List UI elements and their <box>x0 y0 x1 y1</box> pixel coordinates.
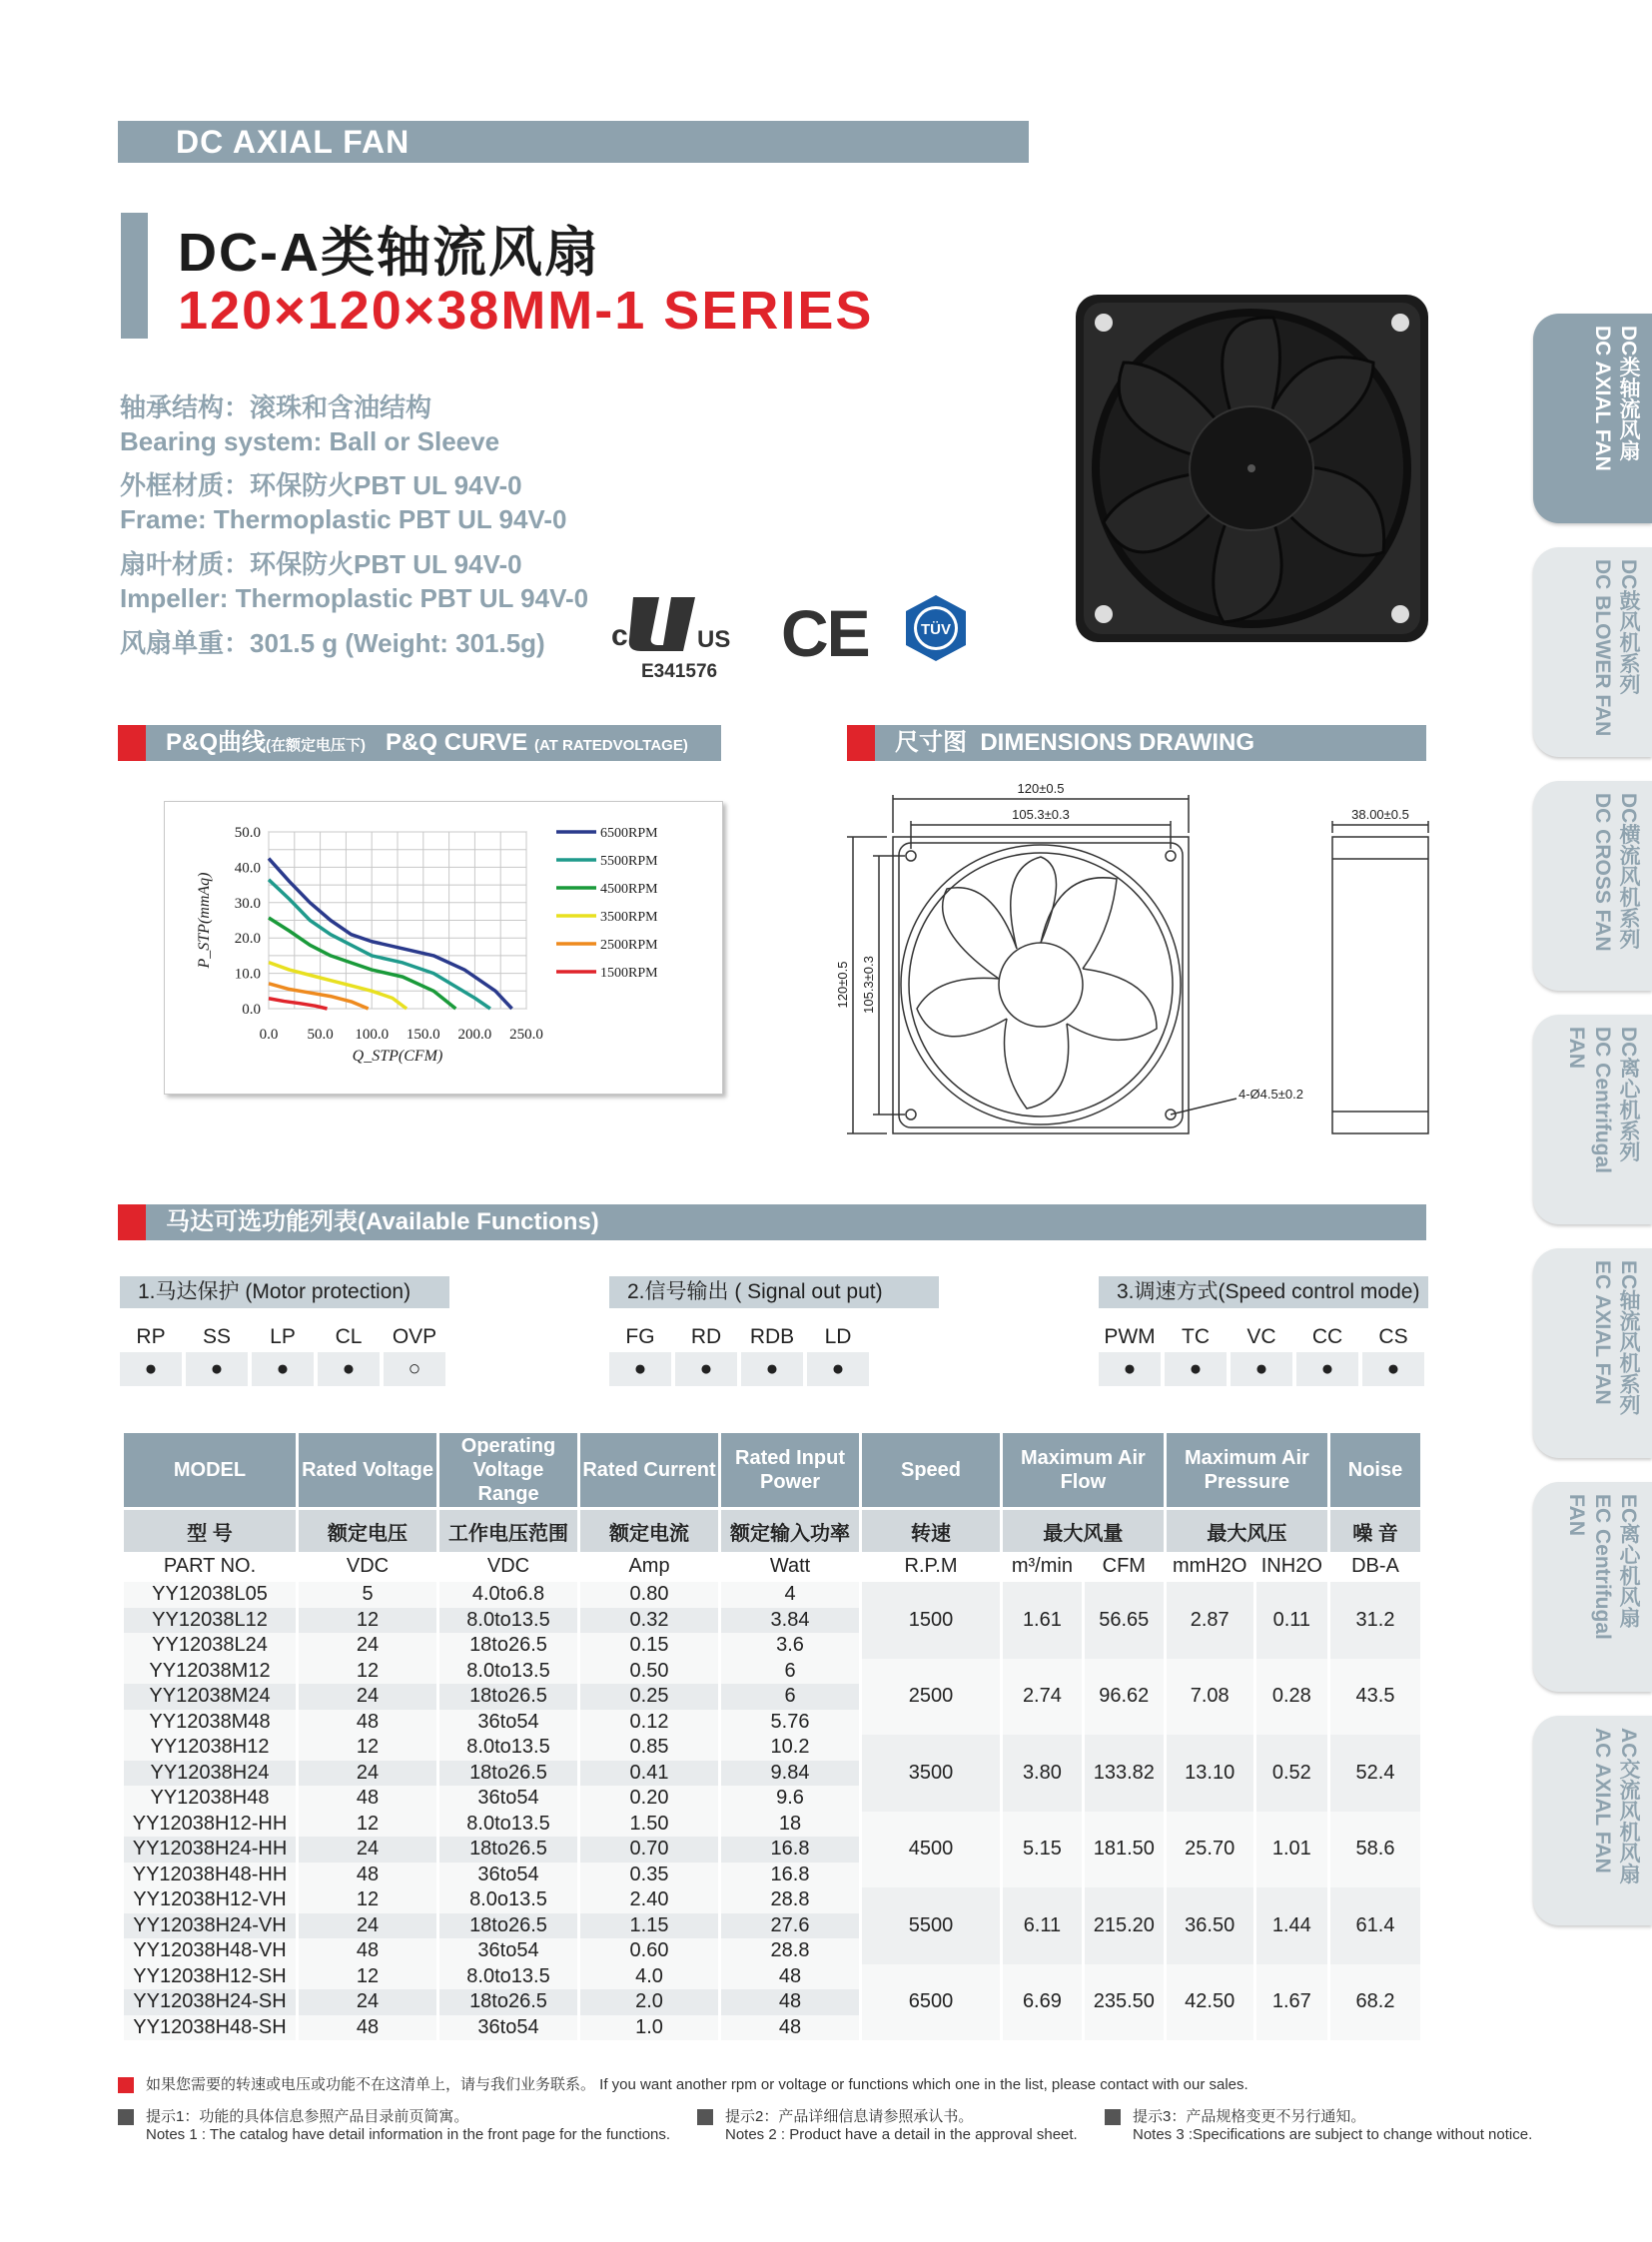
group-speed-cell: 5500 <box>862 1887 1000 1964</box>
group-m3min-cell: 2.74 <box>1003 1659 1082 1736</box>
th-noise: Noise <box>1330 1433 1420 1507</box>
model-cell: YY12038L12 <box>124 1608 296 1634</box>
speed-control-title: 3.调速方式(Speed control mode) <box>1099 1276 1428 1308</box>
group-mmh2o-cell: 2.87 <box>1167 1582 1253 1659</box>
y-tick-label: 10.0 <box>234 966 261 983</box>
value-cell: 0.50 <box>580 1659 718 1685</box>
value-cell: 0.70 <box>580 1837 718 1863</box>
th-cn-air-pressure: 最大风压 <box>1167 1507 1327 1552</box>
value-cell: 0.12 <box>580 1710 718 1736</box>
model-cell: YY12038H12-VH <box>124 1887 296 1913</box>
table-row <box>124 1735 1420 1761</box>
th-model: MODEL <box>124 1433 296 1507</box>
group-inh2o-cell: 0.11 <box>1256 1582 1327 1659</box>
group-cfm-cell: 181.50 <box>1085 1812 1164 1888</box>
th-rated-current: Rated Current <box>580 1433 718 1507</box>
group-inh2o-cell: 1.44 <box>1256 1887 1327 1964</box>
page-title-cn: DC-A类轴流风扇 <box>178 223 600 283</box>
signal-output-title: 2.信号输出 ( Signal out put) <box>609 1276 939 1308</box>
group-speed-cell: 2500 <box>862 1659 1000 1736</box>
side-tab-label-cn: DC横流风机系列 <box>1617 793 1640 950</box>
spec-table <box>121 1433 1423 2040</box>
side-tab-1[interactable] <box>1533 547 1652 757</box>
dim-width-outer: 120±0.5 <box>1017 781 1065 796</box>
x-tick-label: 0.0 <box>259 1027 279 1043</box>
function-code-vc: VC <box>1231 1318 1292 1356</box>
value-cell: 1.0 <box>580 2015 718 2041</box>
side-tab-6[interactable] <box>1533 1716 1652 1925</box>
value-cell: 0.15 <box>580 1633 718 1659</box>
value-cell: 28.8 <box>721 1887 859 1913</box>
th-operating-range: Operating Voltage Range <box>439 1433 577 1507</box>
contact-note: 如果您需要的转速或电压或功能不在这清单上，请与我们业务联系。 If you want another rpm or voltage or functions which one in the list, please contact with our sales. <box>118 2073 1416 2094</box>
spec-impeller-en: Impeller: Thermoplastic PBT UL 94V-0 <box>120 583 589 613</box>
legend-label: 3500RPM <box>600 910 658 925</box>
side-tab-4[interactable] <box>1533 1248 1652 1458</box>
dimensions-section-header: 尺寸图 DIMENSIONS DRAWING <box>847 725 1426 761</box>
value-cell: 10.2 <box>721 1735 859 1761</box>
side-tab-3[interactable] <box>1533 1015 1652 1224</box>
value-cell: 48 <box>721 2015 859 2041</box>
model-cell: YY12038M48 <box>124 1710 296 1736</box>
group-noise-cell: 43.5 <box>1330 1659 1420 1736</box>
value-cell: 12 <box>299 1735 436 1761</box>
function-code-ss: SS <box>186 1318 248 1356</box>
legend-label: 6500RPM <box>600 826 658 841</box>
group-mmh2o-cell: 7.08 <box>1167 1659 1253 1736</box>
th-cn-speed: 转速 <box>862 1507 1000 1552</box>
model-cell: YY12038H12 <box>124 1735 296 1761</box>
unit-cell: PART NO. <box>124 1552 296 1582</box>
group-m3min-cell: 5.15 <box>1003 1812 1082 1888</box>
value-cell: 48 <box>721 1964 859 1990</box>
model-cell: YY12038H48-SH <box>124 2015 296 2041</box>
value-cell: 36to54 <box>439 1938 577 1964</box>
value-cell: 18to26.5 <box>439 1633 577 1659</box>
value-cell: 48 <box>299 1938 436 1964</box>
value-cell: 3.6 <box>721 1633 859 1659</box>
spec-frame-cn: 外框材质：环保防火PBT UL 94V-0 <box>120 470 522 500</box>
value-cell: 5.76 <box>721 1710 859 1736</box>
th-air-pressure: Maximum Air Pressure <box>1167 1433 1327 1507</box>
value-cell: 8.0o13.5 <box>439 1887 577 1913</box>
function-mark-lp: ● <box>252 1352 314 1386</box>
unit-cell: m³/min <box>1003 1552 1082 1582</box>
side-tab-label <box>1541 559 1641 749</box>
function-mark-pwm: ● <box>1099 1352 1161 1386</box>
side-tab-label-en: DC Centrifugal FAN <box>1565 1027 1614 1173</box>
x-tick-label: 150.0 <box>406 1027 440 1043</box>
function-mark-cc: ● <box>1296 1352 1358 1386</box>
side-tab-0[interactable] <box>1533 314 1652 523</box>
value-cell: 12 <box>299 1887 436 1913</box>
group-inh2o-cell: 1.01 <box>1256 1812 1327 1888</box>
unit-cell: Amp <box>580 1552 718 1582</box>
value-cell: 24 <box>299 1633 436 1659</box>
x-tick-label: 100.0 <box>355 1027 390 1043</box>
dim-width-inner: 105.3±0.3 <box>1012 807 1070 822</box>
group-mmh2o-cell: 36.50 <box>1167 1887 1253 1964</box>
th-air-flow: Maximum Air Flow <box>1003 1433 1164 1507</box>
x-tick-label: 200.0 <box>457 1027 492 1043</box>
group-m3min-cell: 3.80 <box>1003 1735 1082 1812</box>
side-tab-2[interactable] <box>1533 781 1652 991</box>
side-tab-label <box>1541 1494 1641 1684</box>
value-cell: 24 <box>299 1913 436 1939</box>
unit-cell: mmH2O <box>1167 1552 1253 1582</box>
value-cell: 5 <box>299 1582 436 1608</box>
motor-protection-group <box>120 1276 449 1308</box>
value-cell: 12 <box>299 1608 436 1634</box>
value-cell: 0.41 <box>580 1761 718 1787</box>
function-code-ld: LD <box>807 1318 869 1356</box>
side-tab-label-cn: EC轴流风机系列 <box>1617 1260 1640 1416</box>
function-code-cc: CC <box>1296 1318 1358 1356</box>
model-cell: YY12038H24-VH <box>124 1913 296 1939</box>
side-tab-label-cn: DC离心机系列 <box>1617 1027 1640 1162</box>
value-cell: 24 <box>299 1989 436 2015</box>
svg-text:c: c <box>611 619 628 652</box>
model-cell: YY12038H12-SH <box>124 1964 296 1990</box>
group-speed-cell: 3500 <box>862 1735 1000 1812</box>
function-mark-rdb: ● <box>741 1352 803 1386</box>
group-noise-cell: 61.4 <box>1330 1887 1420 1964</box>
side-tab-label-cn: DC鼓风机系列 <box>1617 559 1640 695</box>
function-mark-rd: ● <box>675 1352 737 1386</box>
value-cell: 9.6 <box>721 1786 859 1812</box>
y-tick-label: 50.0 <box>234 825 261 841</box>
y-tick-label: 20.0 <box>234 931 261 948</box>
group-mmh2o-cell: 25.70 <box>1167 1812 1253 1888</box>
side-tab-label-en: DC BLOWER FAN <box>1591 559 1614 737</box>
group-noise-cell: 52.4 <box>1330 1735 1420 1812</box>
side-tab-label-en: DC AXIAL FAN <box>1591 326 1614 471</box>
function-mark-cs: ● <box>1362 1352 1424 1386</box>
function-code-fg: FG <box>609 1318 671 1356</box>
model-cell: YY12038H24-SH <box>124 1989 296 2015</box>
tuv-mark <box>901 593 971 663</box>
y-tick-label: 40.0 <box>234 860 261 877</box>
group-noise-cell: 31.2 <box>1330 1582 1420 1659</box>
title-accent-bar <box>121 213 148 339</box>
dim-height-inner: 105.3±0.3 <box>861 956 876 1014</box>
value-cell: 18 <box>721 1812 859 1838</box>
value-cell: 18to26.5 <box>439 1761 577 1787</box>
value-cell: 24 <box>299 1684 436 1710</box>
function-code-pwm: PWM <box>1099 1318 1161 1356</box>
y-tick-label: 0.0 <box>242 1002 261 1018</box>
model-cell: YY12038M24 <box>124 1684 296 1710</box>
function-mark-rp: ● <box>120 1352 182 1386</box>
value-cell: 36to54 <box>439 1786 577 1812</box>
function-code-rdb: RDB <box>741 1318 803 1356</box>
value-cell: 1.15 <box>580 1913 718 1939</box>
th-cn-operating-range: 工作电压范围 <box>439 1507 577 1552</box>
pq-section-header: P&Q曲线(在额定电压下) P&Q CURVE (AT RATEDVOLTAGE) <box>118 725 721 761</box>
fan-product-photo <box>1074 293 1430 644</box>
side-tab-label-en: AC AXIAL FAN <box>1591 1728 1614 1873</box>
group-cfm-cell: 215.20 <box>1085 1887 1164 1964</box>
dim-holes: 4-Ø4.5±0.2 <box>1239 1087 1303 1102</box>
value-cell: 2.40 <box>580 1887 718 1913</box>
value-cell: 8.0to13.5 <box>439 1812 577 1838</box>
side-tab-5[interactable] <box>1533 1482 1652 1692</box>
unit-cell: VDC <box>299 1552 436 1582</box>
value-cell: 0.20 <box>580 1786 718 1812</box>
value-cell: 8.0to13.5 <box>439 1608 577 1634</box>
value-cell: 48 <box>299 2015 436 2041</box>
value-cell: 0.32 <box>580 1608 718 1634</box>
spec-weight: 风扇单重：301.5 g (Weight: 301.5g) <box>120 628 545 658</box>
value-cell: 18to26.5 <box>439 1684 577 1710</box>
value-cell: 24 <box>299 1837 436 1863</box>
value-cell: 6 <box>721 1684 859 1710</box>
th-cn-noise: 噪 音 <box>1330 1507 1420 1552</box>
pq-curve-chart <box>164 801 723 1095</box>
th-cn-model: 型 号 <box>124 1507 296 1552</box>
function-mark-cl: ● <box>318 1352 380 1386</box>
function-code-ovp: OVP <box>384 1318 445 1356</box>
side-tab-label <box>1541 793 1641 983</box>
x-tick-label: 250.0 <box>509 1027 543 1043</box>
th-cn-input-power: 额定输入功率 <box>721 1507 859 1552</box>
side-tab-label-cn: DC类轴流风扇 <box>1617 326 1640 461</box>
dimensions-drawing <box>827 769 1438 1148</box>
side-tab-label-en: DC CROSS FAN <box>1591 793 1614 952</box>
value-cell: 3.84 <box>721 1608 859 1634</box>
note-1: 提示1：功能的具体信息参照产品目录前页简寓。 Notes 1 : The catalog have detail information in the front page for the functions. <box>118 2105 677 2143</box>
y-tick-label: 30.0 <box>234 895 261 912</box>
group-cfm-cell: 56.65 <box>1085 1582 1164 1659</box>
function-code-rd: RD <box>675 1318 737 1356</box>
group-cfm-cell: 133.82 <box>1085 1735 1164 1812</box>
unit-cell: VDC <box>439 1552 577 1582</box>
function-code-cl: CL <box>318 1318 380 1356</box>
legend-label: 1500RPM <box>600 966 658 981</box>
table-row <box>124 1887 1420 1913</box>
value-cell: 16.8 <box>721 1863 859 1888</box>
x-tick-label: 50.0 <box>307 1027 334 1043</box>
ce-mark: CE <box>781 596 869 670</box>
units-row <box>124 1552 1420 1582</box>
side-tab-label-en: EC Centrifugal FAN <box>1565 1494 1614 1640</box>
function-mark-vc: ● <box>1231 1352 1292 1386</box>
svg-text:TÜV: TÜV <box>921 621 951 638</box>
value-cell: 48 <box>721 1989 859 2015</box>
side-tab-label <box>1541 326 1641 515</box>
group-m3min-cell: 1.61 <box>1003 1582 1082 1659</box>
th-input-power: Rated Input Power <box>721 1433 859 1507</box>
group-speed-cell: 6500 <box>862 1964 1000 2041</box>
table-row <box>124 1964 1420 1990</box>
spec-bearing-cn: 轴承结构：滚珠和含油结构 <box>120 392 432 422</box>
value-cell: 0.80 <box>580 1582 718 1608</box>
side-tab-label <box>1541 1260 1641 1450</box>
category-label: DC AXIAL FAN <box>176 124 411 160</box>
function-code-lp: LP <box>252 1318 314 1356</box>
model-cell: YY12038H48 <box>124 1786 296 1812</box>
legend-label: 4500RPM <box>600 882 658 897</box>
side-tab-label-cn: EC离心机风扇 <box>1617 1494 1640 1629</box>
group-cfm-cell: 235.50 <box>1085 1964 1164 2041</box>
group-inh2o-cell: 0.28 <box>1256 1659 1327 1736</box>
side-tab-label-en: EC AXIAL FAN <box>1591 1260 1614 1405</box>
group-mmh2o-cell: 13.10 <box>1167 1735 1253 1812</box>
value-cell: 2.0 <box>580 1989 718 2015</box>
value-cell: 27.6 <box>721 1913 859 1939</box>
dim-height-outer: 120±0.5 <box>835 961 850 1009</box>
model-cell: YY12038H48-HH <box>124 1863 296 1888</box>
th-cn-rated-current: 额定电流 <box>580 1507 718 1552</box>
unit-cell: Watt <box>721 1552 859 1582</box>
side-tab-label <box>1541 1027 1641 1216</box>
value-cell: 4.0 <box>580 1964 718 1990</box>
legend-label: 5500RPM <box>600 854 658 869</box>
model-cell: YY12038M12 <box>124 1659 296 1685</box>
model-cell: YY12038H24 <box>124 1761 296 1787</box>
category-band <box>118 121 1029 163</box>
legend-label: 2500RPM <box>600 938 658 953</box>
th-speed: Speed <box>862 1433 1000 1507</box>
value-cell: 16.8 <box>721 1837 859 1863</box>
th-cn-air-flow: 最大风量 <box>1003 1507 1164 1552</box>
value-cell: 28.8 <box>721 1938 859 1964</box>
value-cell: 9.84 <box>721 1761 859 1787</box>
value-cell: 36to54 <box>439 1710 577 1736</box>
group-m3min-cell: 6.69 <box>1003 1964 1082 2041</box>
value-cell: 18to26.5 <box>439 1989 577 2015</box>
function-code-tc: TC <box>1165 1318 1227 1356</box>
page-title-en: 120×120×38MM-1 SERIES <box>178 281 874 341</box>
function-mark-ss: ● <box>186 1352 248 1386</box>
dim-depth: 38.00±0.5 <box>1351 807 1409 822</box>
side-tab-label <box>1541 1728 1641 1917</box>
value-cell: 0.60 <box>580 1938 718 1964</box>
side-tab-label-cn: AC交流风机风扇 <box>1617 1728 1640 1884</box>
value-cell: 8.0to13.5 <box>439 1659 577 1685</box>
table-row <box>124 1659 1420 1685</box>
unit-cell: DB-A <box>1330 1552 1420 1582</box>
ul-number: E341576 <box>641 661 718 682</box>
model-cell: YY12038H24-HH <box>124 1837 296 1863</box>
group-cfm-cell: 96.62 <box>1085 1659 1164 1736</box>
group-inh2o-cell: 0.52 <box>1256 1735 1327 1812</box>
value-cell: 48 <box>299 1863 436 1888</box>
value-cell: 24 <box>299 1761 436 1787</box>
value-cell: 1.50 <box>580 1812 718 1838</box>
svg-text:US: US <box>697 626 731 653</box>
x-axis-label: Q_STP(CFM) <box>352 1048 443 1065</box>
value-cell: 4.0to6.8 <box>439 1582 577 1608</box>
value-cell: 0.25 <box>580 1684 718 1710</box>
note-2: 提示2：产品详细信息请参照承认书。 Notes 2 : Product have a detail in the approval sheet. <box>697 2105 1087 2143</box>
value-cell: 48 <box>299 1710 436 1736</box>
model-cell: YY12038L05 <box>124 1582 296 1608</box>
table-row <box>124 1582 1420 1608</box>
value-cell: 12 <box>299 1964 436 1990</box>
group-noise-cell: 68.2 <box>1330 1964 1420 2041</box>
value-cell: 4 <box>721 1582 859 1608</box>
spec-impeller-cn: 扇叶材质：环保防火PBT UL 94V-0 <box>120 549 522 579</box>
motor-protection-title: 1.马达保护 (Motor protection) <box>120 1276 449 1308</box>
model-cell: YY12038L24 <box>124 1633 296 1659</box>
value-cell: 12 <box>299 1812 436 1838</box>
value-cell: 0.35 <box>580 1863 718 1888</box>
value-cell: 0.85 <box>580 1735 718 1761</box>
function-mark-fg: ● <box>609 1352 671 1386</box>
function-mark-tc: ● <box>1165 1352 1227 1386</box>
value-cell: 36to54 <box>439 2015 577 2041</box>
group-mmh2o-cell: 42.50 <box>1167 1964 1253 2041</box>
function-code-rp: RP <box>120 1318 182 1356</box>
group-m3min-cell: 6.11 <box>1003 1887 1082 1964</box>
th-cn-rated-voltage: 额定电压 <box>299 1507 436 1552</box>
value-cell: 6 <box>721 1659 859 1685</box>
th-rated-voltage: Rated Voltage <box>299 1433 436 1507</box>
group-inh2o-cell: 1.67 <box>1256 1964 1327 2041</box>
group-noise-cell: 58.6 <box>1330 1812 1420 1888</box>
unit-cell: R.P.M <box>862 1552 1000 1582</box>
function-mark-ld: ● <box>807 1352 869 1386</box>
function-code-cs: CS <box>1362 1318 1424 1356</box>
value-cell: 8.0to13.5 <box>439 1964 577 1990</box>
spec-bearing-en: Bearing system: Ball or Sleeve <box>120 426 500 456</box>
value-cell: 18to26.5 <box>439 1837 577 1863</box>
value-cell: 18to26.5 <box>439 1913 577 1939</box>
signal-output-group <box>609 1276 939 1308</box>
value-cell: 12 <box>299 1659 436 1685</box>
value-cell: 48 <box>299 1786 436 1812</box>
table-row <box>124 1812 1420 1838</box>
ul-certification-mark <box>611 587 761 682</box>
functions-section-header: 马达可选功能列表(Available Functions) <box>118 1204 1426 1240</box>
note-3: 提示3：产品规格变更不另行通知。 Notes 3 :Specifications are subject to change without notice. <box>1105 2105 1564 2143</box>
value-cell: 36to54 <box>439 1863 577 1888</box>
unit-cell: CFM <box>1085 1552 1164 1582</box>
y-axis-label: P_STP(mmAq) <box>196 872 213 969</box>
model-cell: YY12038H48-VH <box>124 1938 296 1964</box>
spec-frame-en: Frame: Thermoplastic PBT UL 94V-0 <box>120 504 567 534</box>
speed-control-group <box>1099 1276 1428 1308</box>
unit-cell: INH2O <box>1256 1552 1327 1582</box>
group-speed-cell: 4500 <box>862 1812 1000 1888</box>
model-cell: YY12038H12-HH <box>124 1812 296 1838</box>
function-mark-ovp: ○ <box>384 1352 445 1386</box>
value-cell: 8.0to13.5 <box>439 1735 577 1761</box>
group-speed-cell: 1500 <box>862 1582 1000 1659</box>
